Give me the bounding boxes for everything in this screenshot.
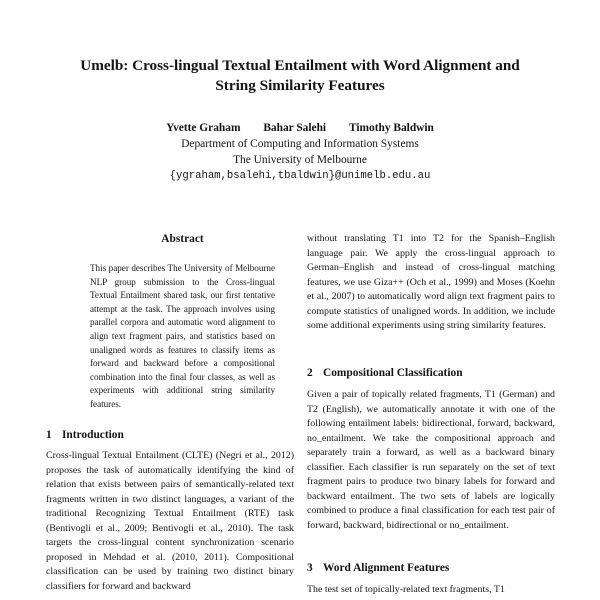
- section-number: 1: [46, 429, 52, 441]
- section-heading-word-alignment-features: [307, 561, 555, 575]
- abstract-text: This paper describes The University of Melbourne NLP group submission to the Cross-lingual Textual Entailment shared task, our first tentative attempt at the task. The approach involves using parallel corpora and automatic word alignment to align text fragment pairs, and statistics based on unaligned words as features to classify items as forward and backward before a compositional combination into the final four classes, as well as experiments with additional string similarity features.: [90, 263, 275, 409]
- paper-title: Umelb: Cross-lingual Textual Entailment with Word Alignment and String Similarity Features: [80, 57, 520, 94]
- word-alignment-paragraph: The test set of topically-related text fragments, T1: [307, 584, 505, 595]
- introduction-paragraph: Cross-lingual Textual Entailment (CLTE) (Negri et al., 2012) proposes the task of automatically identifying the kind of relation that exists between pairs of semantically-related text fragments written in two distinct languages, a variant of the traditional Recognizing Textual Entailment (RTE) task (Bentivogli et al., 2009; Bentivogli et al., 2010). The task targets the cross-lingual content synchronization scenario proposed in Mehdad et al. (2010, 2011). Compositional classification can be used by training two distinct binary classifiers for forward and backward: [46, 450, 294, 592]
- section-number: 2: [307, 367, 313, 379]
- abstract-heading: Abstract: [161, 233, 204, 245]
- compositional-classification-paragraph: Given a pair of topically related fragments, T1 (German) and T2 (English), we automatically annotate it with one of the following entailment labels: bidirectional, forward, backward, no_entailment. We take the compositional approach and separately train a forward, as well as a backward binary classifier. Each classifier is run separately on the set of text fragment pairs to produce two binary labels for forward and backward entailment. The two sets of labels are logically combined to produce a final classification for each test pair of forward, backward, bidirectional or no_entailment.: [307, 389, 555, 531]
- section-heading-introduction: [46, 428, 294, 442]
- introduction-continued-paragraph: without translating T1 into T2 for the Spanish–English language pair. We apply the cross-lingual approach to German–English and instead of cross-lingual matching features, we use Giza++ (Och et al., 1999) and Moses (Koehn et al., 2007) to automatically word align text fragment pairs to compute statistics of unaligned words. In addition, we include some additional experiments using string similarity features.: [307, 233, 555, 331]
- author-name: Bahar Salehi: [263, 122, 327, 134]
- author-name: Yvette Graham: [166, 122, 241, 134]
- section-heading-compositional-classification: [307, 366, 555, 380]
- author-name: Timothy Baldwin: [348, 122, 434, 134]
- affiliation-university: The University of Melbourne: [233, 154, 367, 166]
- affiliation-department: Department of Computing and Information Systems: [181, 138, 419, 150]
- section-title: Introduction: [62, 429, 124, 441]
- author-emails: {ygraham,bsalehi,tbaldwin}@unimelb.edu.au: [169, 170, 431, 182]
- section-number: 3: [307, 562, 313, 574]
- author-names: [100, 120, 500, 136]
- section-title: Word Alignment Features: [323, 562, 450, 574]
- author-block: [100, 120, 500, 184]
- section-title: Compositional Classification: [323, 367, 463, 379]
